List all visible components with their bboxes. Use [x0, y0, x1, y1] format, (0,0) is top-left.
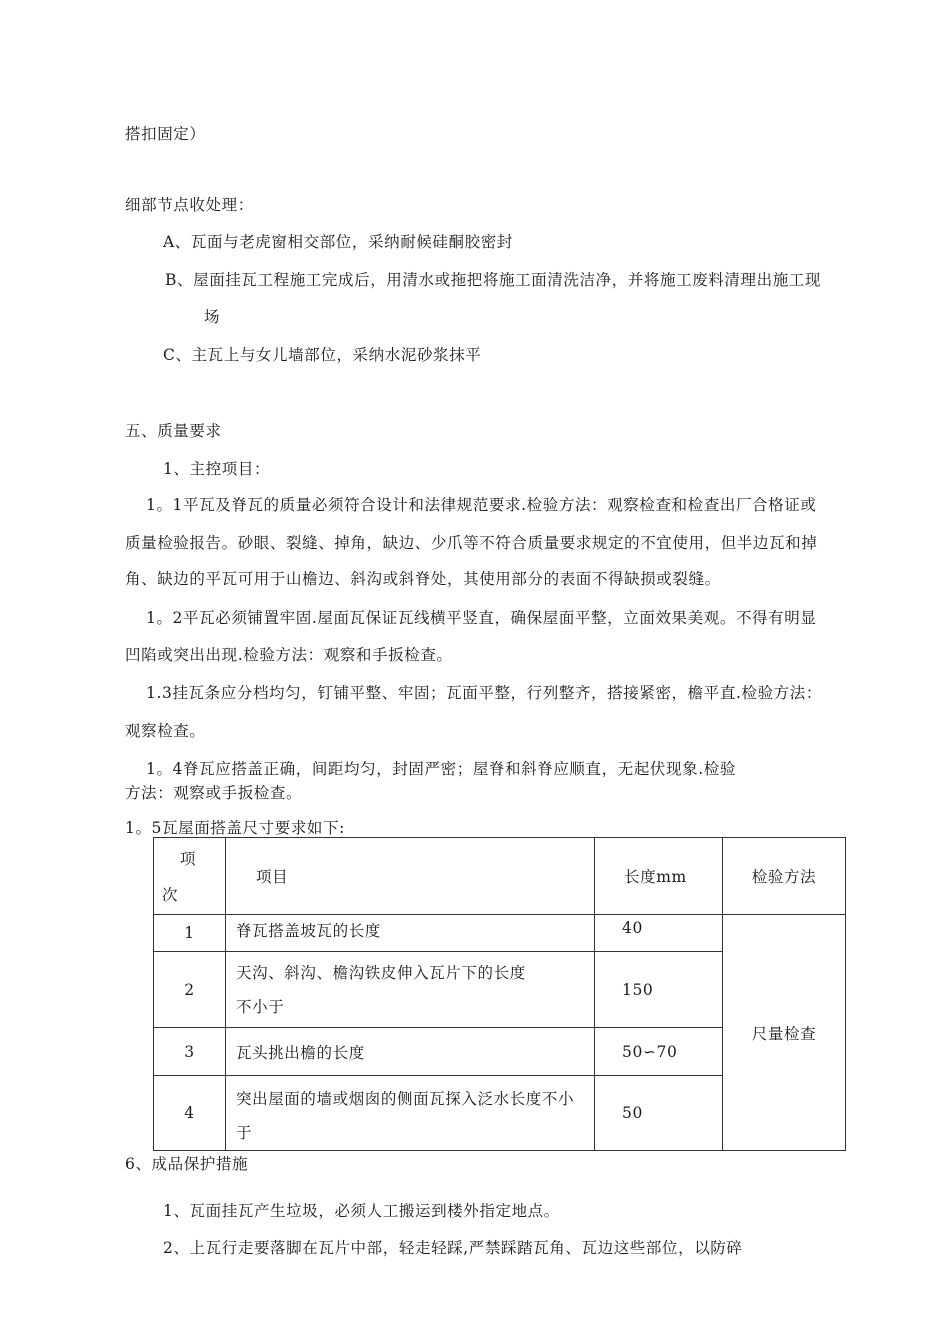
text-line: 角、缺边的平瓦可用于山檐边、斜沟或斜脊处，其使用部分的表面不得缺损或裂缝。 [125, 570, 721, 588]
text-line: 方法：观察或手扳检查。 [125, 784, 303, 802]
text-line: 2、上瓦行走要落脚在瓦片中部，轻走轻踩,严禁踩踏瓦角、瓦边这些部位，以防碎 [163, 1239, 743, 1257]
text-line: 1.3挂瓦条应分档均匀，钉铺平整、牢固；瓦面平整，行列整齐，搭接紧密，檐平直.检验方法： [146, 684, 822, 702]
section-heading: 五、质量要求 [125, 422, 222, 440]
row-no: 2 [154, 952, 226, 1028]
row-length: 40 [595, 915, 723, 952]
row-length: 150 [595, 952, 723, 1028]
text-line: 质量检验报告。砂眼、裂缝、掉角，缺边、少爪等不符合质量要求规定的不宜使用，但半边瓦和掉 [125, 534, 818, 552]
method-cell: 尺量检查 [723, 915, 846, 1151]
row-item: 天沟、斜沟、檐沟铁皮伸入瓦片下的长度 不小于 [226, 952, 595, 1028]
row-length: 50∽70 [595, 1028, 723, 1076]
header-method: 检验方法 [723, 838, 846, 915]
table-header-row [154, 838, 846, 915]
subsection-heading: 1、主控项目： [163, 460, 271, 478]
section-heading: 细部节点收处理： [125, 196, 254, 214]
text-line: 1。4脊瓦应搭盖正确，间距均匀，封固严密；屋脊和斜脊应顺直，无起伏现象.检验 [146, 760, 736, 778]
text-line: A、瓦面与老虎窗相交部位，采纳耐候硅酮胶密封 [163, 233, 513, 251]
text-line: B、屋面挂瓦工程施工完成后，用清水或拖把将施工面清洗洁净，并将施工废料清理出施工现 [165, 271, 821, 289]
text-line: 搭扣固定） [125, 125, 206, 143]
header-no: 项 次 [154, 838, 226, 915]
spec-table [153, 837, 846, 1151]
row-item: 脊瓦搭盖坡瓦的长度 [226, 915, 595, 952]
text-line: 1。1平瓦及脊瓦的质量必须符合设计和法律规范要求.检验方法：观察检查和检查出厂合格证或 [146, 496, 817, 514]
row-no: 1 [154, 915, 226, 952]
row-item: 突出屋面的墙或烟囱的侧面瓦探入泛水长度不小 于 [226, 1076, 595, 1151]
section-heading: 6、成品保护措施 [125, 1155, 249, 1173]
row-no: 3 [154, 1028, 226, 1076]
text-line: 1。2平瓦必须铺置牢固.屋面瓦保证瓦线横平竖直，确保屋面平整，立面效果美观。不得有明显 [146, 609, 817, 627]
text-line: C、主瓦上与女儿墙部位，采纳水泥砂浆抹平 [163, 346, 482, 364]
text-line: 场 [204, 308, 221, 326]
row-length: 50 [595, 1076, 723, 1151]
text-line: 1、瓦面挂瓦产生垃圾，必须人工搬运到楼外指定地点。 [163, 1202, 560, 1220]
table-row [154, 915, 846, 952]
header-length: 长度mm [595, 838, 723, 915]
header-item: 项目 [226, 838, 595, 915]
text-line: 观察检查。 [125, 722, 206, 740]
table-caption: 1。5瓦屋面搭盖尺寸要求如下: [125, 819, 345, 837]
row-item: 瓦头挑出檐的长度 [226, 1028, 595, 1076]
row-no: 4 [154, 1076, 226, 1151]
text-line: 凹陷或突出出现.检验方法：观察和手扳检查。 [125, 646, 453, 664]
